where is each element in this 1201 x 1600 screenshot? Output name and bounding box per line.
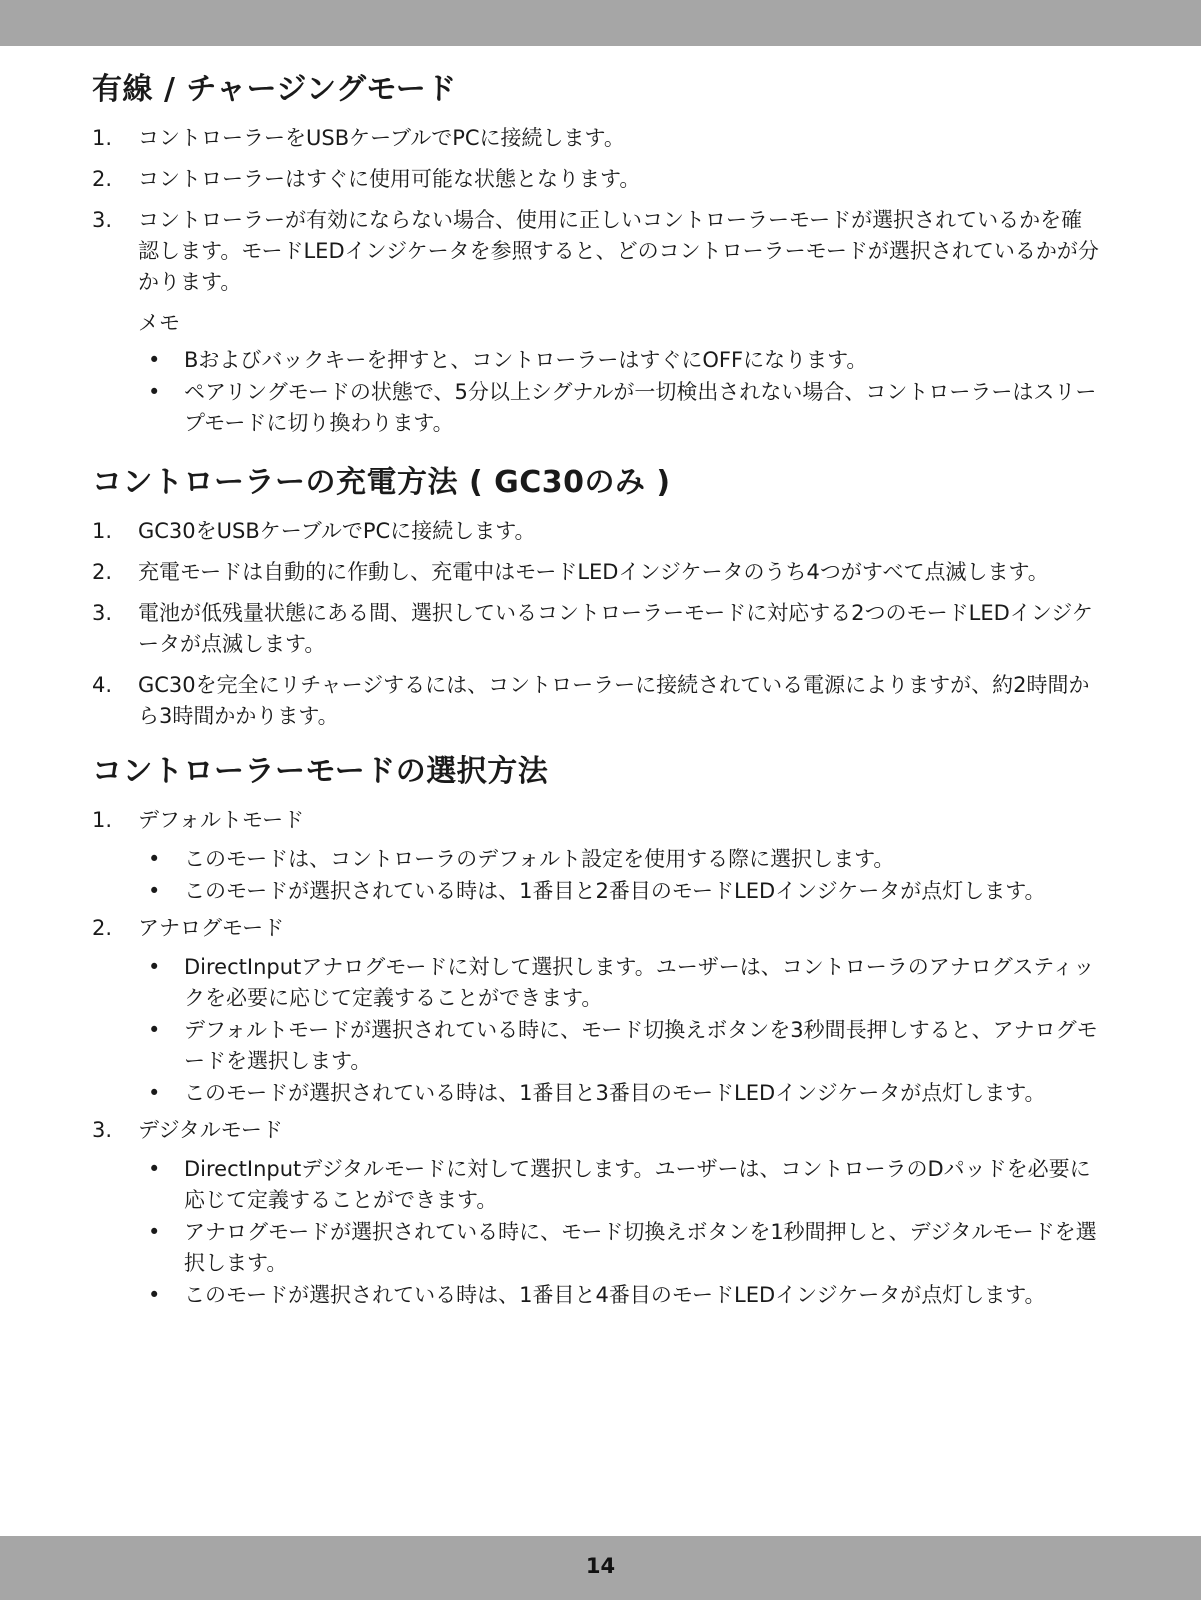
section-title-charging: コントローラーの充電方法 ( GC30のみ ): [92, 465, 671, 500]
list-item: • ペアリングモードの状態で、5分以上シグナルが一切検出されない場合、コントローラーはスリープモードに切り換わります。: [92, 377, 1102, 439]
analog-mode-bullets: [92, 952, 1102, 1109]
section-title-mode-selection: コントローラーモードの選択方法: [92, 754, 549, 789]
list-item: 2. 充電モードは自動的に作動し、充電中はモードLEDインジケータのうち4つがすべて点滅します。: [92, 560, 1049, 584]
list-item: • アナログモードが選択されている時に、モード切換えボタンを1秒間押しと、デジタルモードを選択します。: [92, 1217, 1102, 1279]
memo-list: [92, 345, 1102, 439]
list-item: • このモードは、コントローラのデフォルト設定を使用する際に選択します。: [92, 844, 1102, 875]
mode-name: デフォルトモード: [138, 808, 305, 832]
list-item: • DirectInputデジタルモードに対して選択します。ユーザーは、コントローラのDパッドを必要に応じて定義することができます。: [92, 1154, 1102, 1216]
mode-item-default: 1. デフォルトモード: [92, 805, 1102, 836]
footer-bar: [0, 1536, 1201, 1600]
list-item: 3. コントローラーが有効にならない場合、使用に正しいコントローラーモードが選択されているかを確認します。モードLEDインジケータを参照すると、どのコントローラーモードが選択されているかが分かります。: [92, 208, 1099, 294]
charging-steps-list: [92, 516, 1102, 732]
list-item: • このモードが選択されている時は、1番目と2番目のモードLEDインジケータが点灯します。: [92, 876, 1102, 907]
list-item: 3. 電池が低残量状態にある間、選択しているコントローラーモードに対応する2つのモードLEDインジケータが点滅します。: [92, 601, 1093, 656]
list-item: • DirectInputアナログモードに対して選択します。ユーザーは、コントローラのアナログスティックを必要に応じて定義することができます。: [92, 952, 1102, 1014]
list-item: • デフォルトモードが選択されている時に、モード切換えボタンを3秒間長押しすると、アナログモードを選択します。: [92, 1015, 1102, 1077]
mode-name: デジタルモード: [138, 1118, 283, 1142]
list-item: 4. GC30を完全にリチャージするには、コントローラーに接続されている電源によりますが、約2時間から3時間かかります。: [92, 673, 1090, 728]
list-item: • このモードが選択されている時は、1番目と3番目のモードLEDインジケータが点灯します。: [92, 1078, 1102, 1109]
list-item: 1. GC30をUSBケーブルでPCに接続します。: [92, 519, 536, 543]
section-title-wired-charging: 有線 / チャージングモード: [92, 72, 457, 107]
wired-steps-list: [92, 123, 1102, 298]
list-item: 1. コントローラーをUSBケーブルでPCに接続します。: [92, 126, 625, 150]
mode-list: [92, 913, 1102, 944]
list-item: • このモードが選択されている時は、1番目と4番目のモードLEDインジケータが点灯します。: [92, 1280, 1102, 1311]
page-number: 14: [585, 1554, 616, 1578]
digital-mode-bullets: [92, 1154, 1102, 1311]
list-item: 2. コントローラーはすぐに使用可能な状態となります。: [92, 167, 641, 191]
mode-list: [92, 805, 1102, 836]
mode-item-analog: 2. アナログモード: [92, 913, 1102, 944]
header-bar: [0, 0, 1201, 46]
default-mode-bullets: [92, 844, 1102, 907]
mode-name: アナログモード: [138, 916, 285, 940]
mode-item-digital: 3. デジタルモード: [92, 1115, 1102, 1146]
page-content: [92, 70, 1102, 1317]
list-item: • Bおよびバックキーを押すと、コントローラーはすぐにOFFになります。: [92, 345, 1102, 376]
memo-label: メモ: [138, 311, 180, 335]
mode-list: [92, 1115, 1102, 1146]
